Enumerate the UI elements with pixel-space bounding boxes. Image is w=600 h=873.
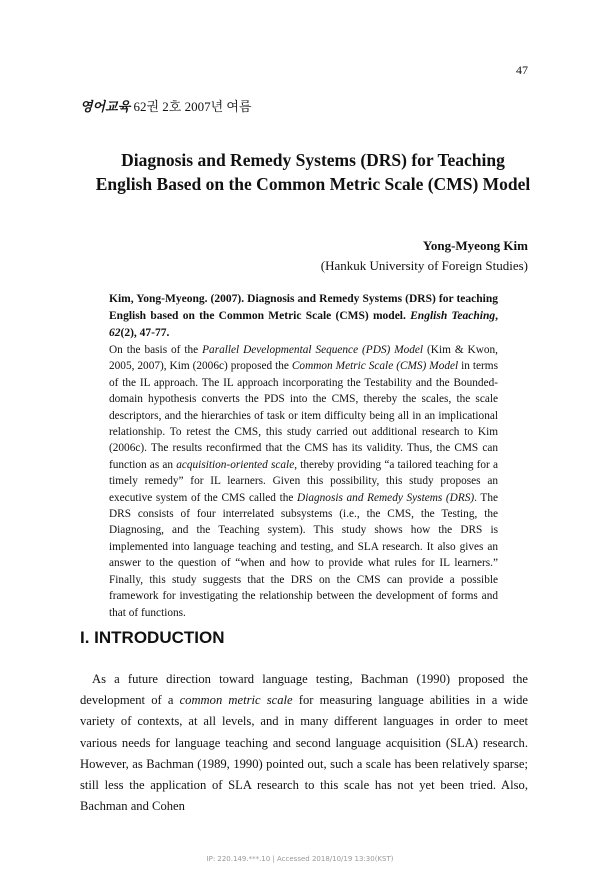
- section-heading: I. INTRODUCTION: [80, 628, 225, 647]
- abstract-italic-1: Parallel Developmental Sequence (PDS) Model: [202, 344, 424, 356]
- abstract-text-5: . The DRS consists of four interrelated subsystems (i.e., the CMS, the Testing, the Diagnosing, and the Teaching system). This study shows how the DRS is implemented into language teaching and testing, and SLA research. It also gives an answer to the question of “when and how to provide what rules for IL learners.” Finally, this study suggests that the DRS on the CMS can provide a possible framework for investigating the relationship between the development of forms and that of functions.: [109, 491, 498, 619]
- citation-volume: 62: [109, 327, 121, 339]
- title-line-1: Diagnosis and Remedy Systems (DRS) for Teaching: [121, 150, 505, 170]
- abstract-text-2: (Kim & Kwon, 2005, 2007), Kim (2006c) proposed the: [109, 344, 498, 373]
- citation-rest: (2), 47-77.: [120, 327, 170, 339]
- citation-lead: Kim, Yong-Myeong. (2007). Diagnosis and Remedy Systems (DRS) for teaching English based on the Common Metric Scale (CMS) model.: [109, 293, 498, 322]
- intro-paragraph: [80, 669, 528, 817]
- journal-issue: 62권 2호 2007년 여름: [133, 99, 252, 114]
- author-name: Yong-Myeong Kim: [422, 238, 528, 253]
- journal-header: [80, 96, 252, 115]
- author-block: [321, 236, 528, 276]
- abstract-italic-2: Common Metric Scale (CMS) Model: [291, 360, 459, 373]
- citation-sep: ,: [495, 310, 499, 322]
- paper-title: [50, 148, 576, 196]
- abstract-text-1: On the basis of the: [109, 344, 203, 356]
- abstract: [109, 342, 498, 621]
- intro-text-1: As a future direction toward language testing, Bachman (1990) proposed the development of a: [80, 672, 528, 708]
- access-footer: IP: 220.149.***.10 | Accessed 2018/10/19 13:30(KST): [206, 855, 394, 863]
- journal-name: 영어교육: [80, 99, 131, 114]
- abstract-italic-4: Diagnosis and Remedy Systems (DRS): [297, 491, 475, 504]
- page-number: 47: [516, 63, 528, 77]
- abstract-italic-3: acquisition-oriented scale: [176, 458, 295, 471]
- abstract-text-3: in terms of the IL approach. The IL approach incorporating the Testability and the Bounded-domain hypothesis converts the PDS into the CMS, thereby the scales, the scale descriptors, and the hierarchies of task or item difficulty being all in an implicational relationship. To retest the CMS, this study carried out additional research to Kim (2006c). The results reconfirmed that the CMS has its validity. Thus, the CMS can function as an: [109, 360, 498, 471]
- abstract-text-4: , thereby providing “a tailored teaching for a timely remedy” for IL learners. Given this possibility, this study proposes an executive system of the CMS called the: [109, 458, 498, 504]
- citation: [109, 291, 498, 342]
- author-affiliation: (Hankuk University of Foreign Studies): [320, 258, 528, 273]
- intro-text-2: for measuring language abilities in a wide variety of contexts, at all levels, and in many different languages in order to meet various needs for language teaching and second language acquisition (SLA) research. However, as Bachman (1989, 1990) pointed out, such a scale has been relatively sparse; still less the application of SLA research to this scale has not yet been tried. Also, Bachman and Cohen: [80, 693, 528, 814]
- citation-journal: English Teaching: [410, 310, 496, 322]
- intro-italic-1: common metric scale: [179, 693, 293, 708]
- title-line-2: English Based on the Common Metric Scale (CMS) Model: [95, 174, 531, 194]
